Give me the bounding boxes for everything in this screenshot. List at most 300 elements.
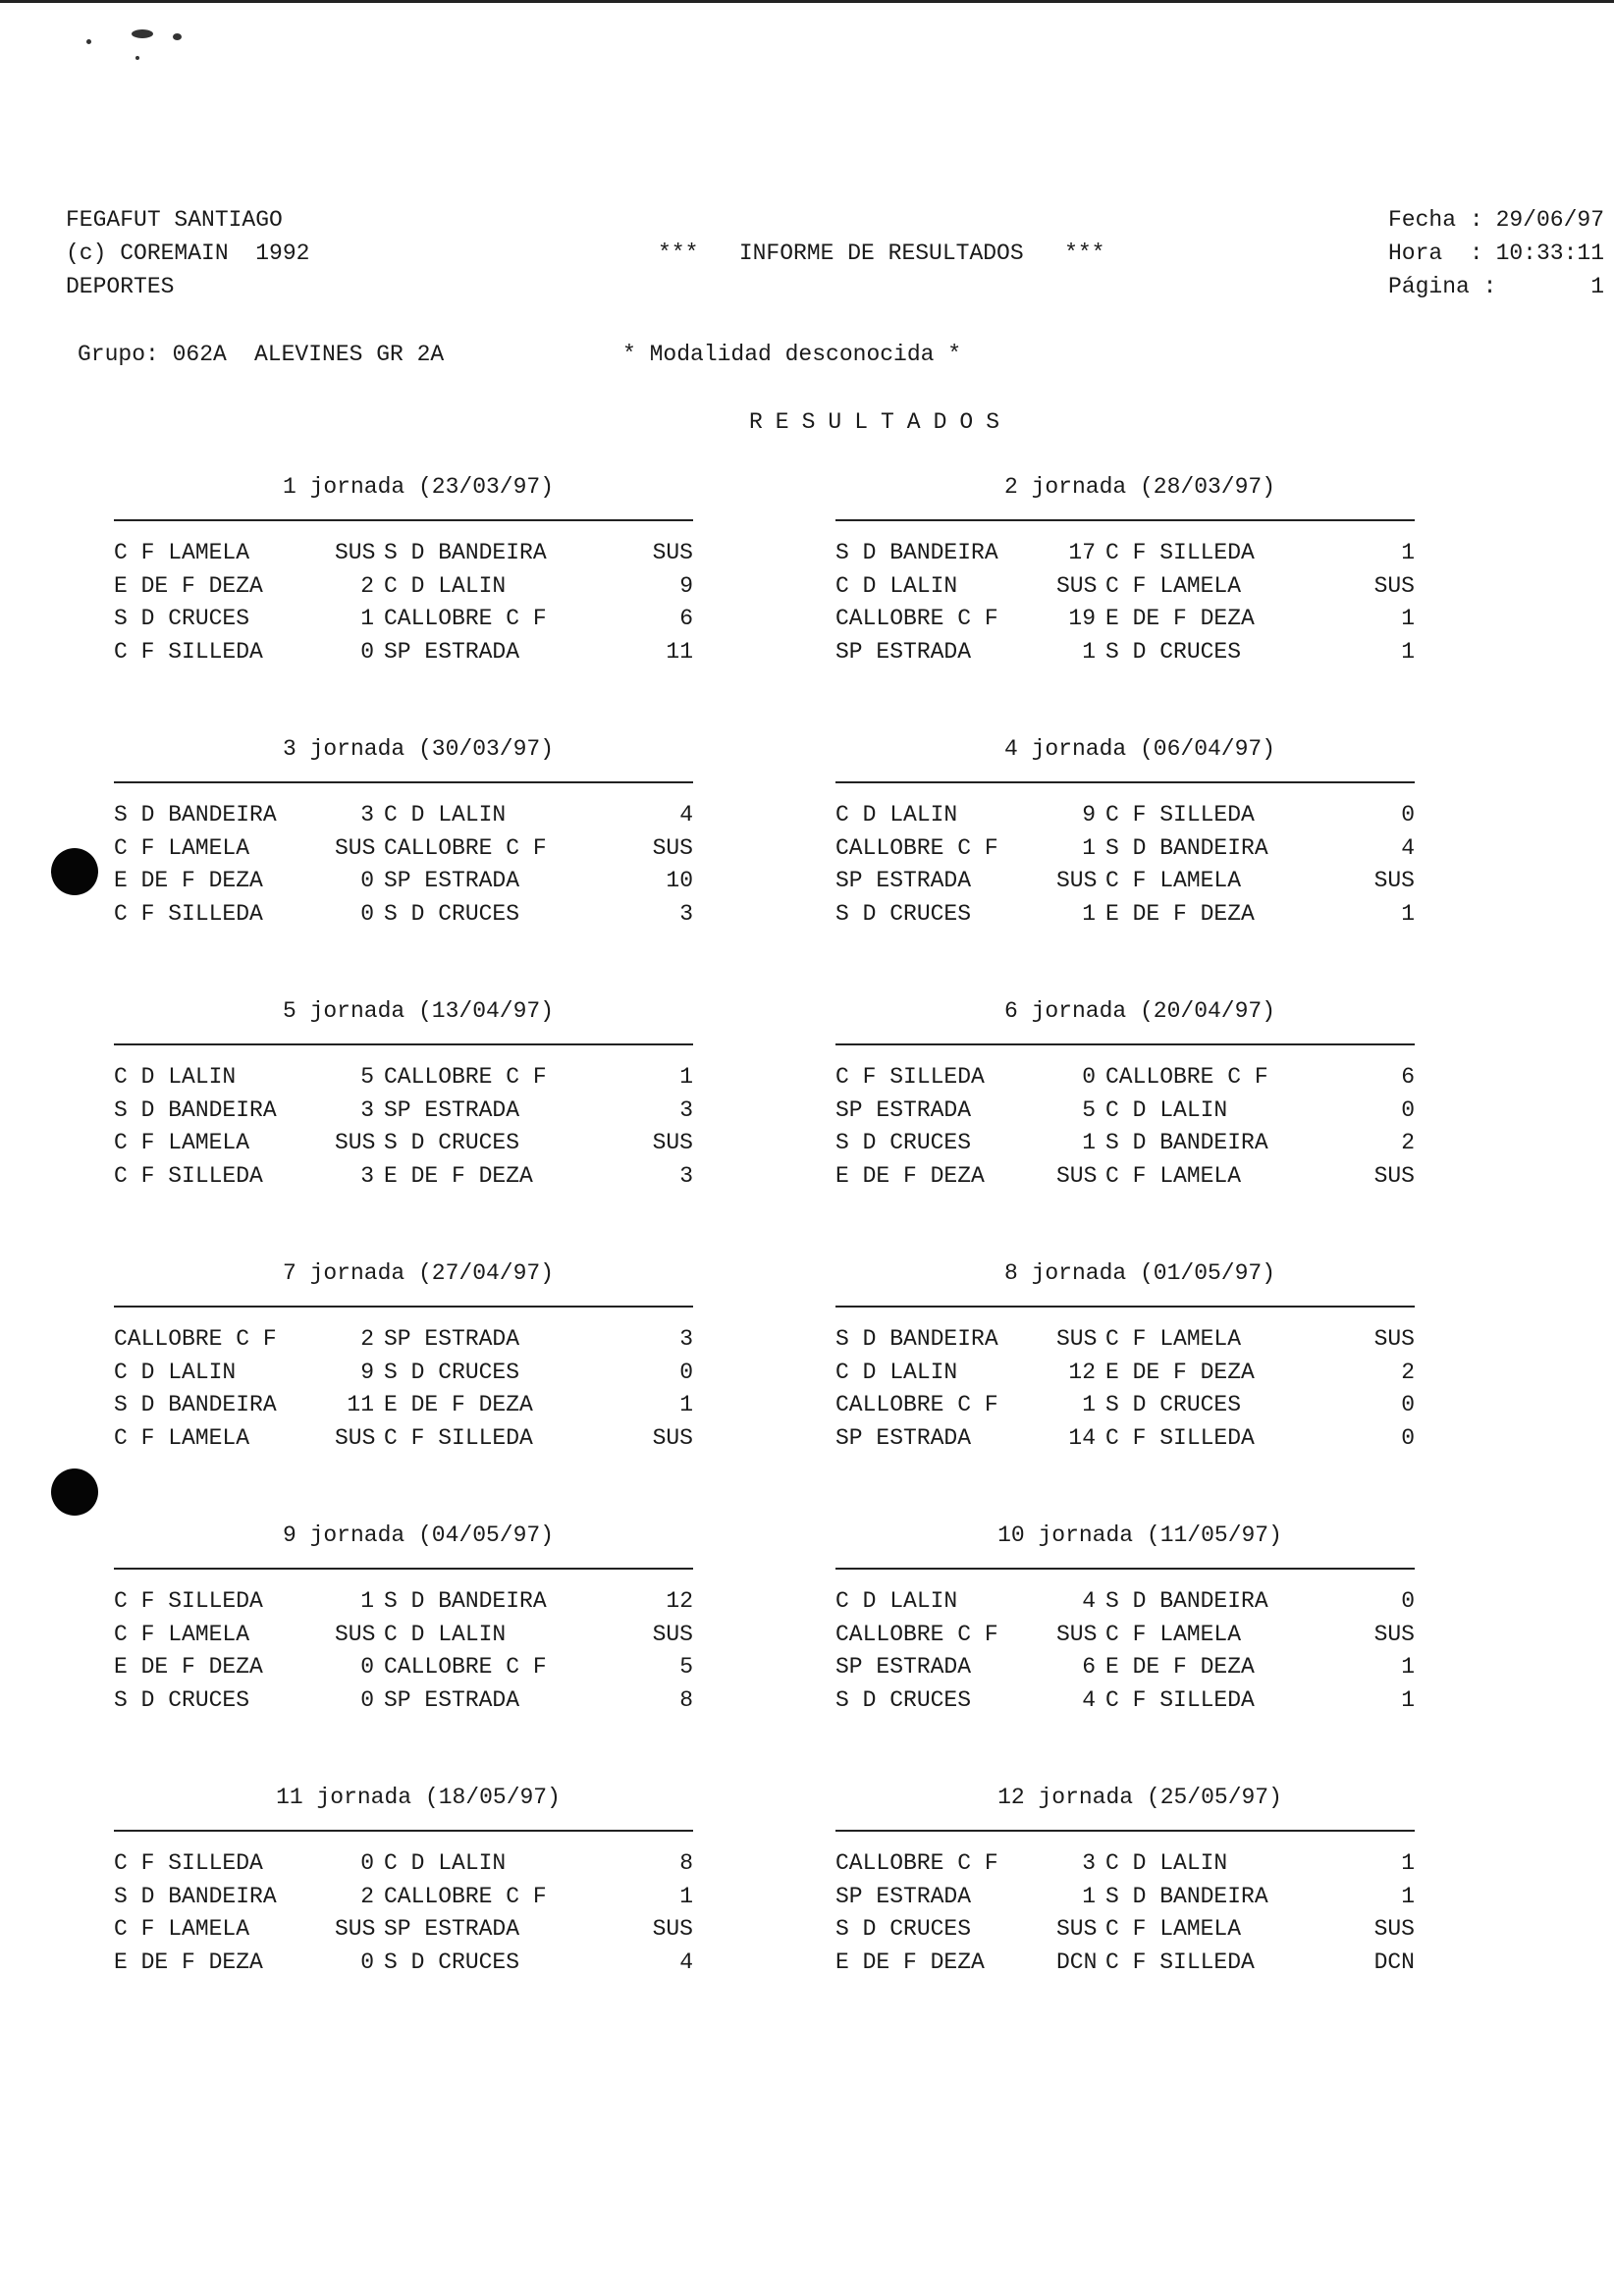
home-score: SUS xyxy=(1056,1621,1098,1647)
home-team: SP ESTRADA xyxy=(835,1096,972,1123)
away-team: C D LALIN xyxy=(384,1621,507,1647)
away-score: 11 xyxy=(666,638,693,665)
results-title: RESULTADOS xyxy=(748,409,1013,435)
column-gap xyxy=(1096,1913,1105,1947)
jornada-rule xyxy=(835,781,1415,783)
away-score: 12 xyxy=(666,1588,693,1614)
match-row xyxy=(114,1847,693,1881)
match-row xyxy=(114,1160,693,1194)
column-gap xyxy=(374,832,384,866)
jornada-block xyxy=(835,1257,1415,1455)
away-team: C F SILLEDA xyxy=(1105,1424,1255,1451)
home-team: C D LALIN xyxy=(114,1064,237,1090)
home-team: CALLOBRE C F xyxy=(835,1392,998,1417)
match-row xyxy=(114,1323,693,1357)
hora-row xyxy=(1388,238,1604,271)
match-row xyxy=(835,898,1415,932)
home-team: S D BANDEIRA xyxy=(835,540,998,565)
away-team: C D LALIN xyxy=(1105,1850,1228,1876)
match-row xyxy=(114,865,693,898)
away-score: 1 xyxy=(1401,1883,1415,1909)
home-score: 0 xyxy=(360,900,374,927)
scan-speck xyxy=(173,33,182,40)
home-score: 1 xyxy=(360,606,374,631)
home-score: 1 xyxy=(1082,1130,1096,1155)
away-team: S D BANDEIRA xyxy=(384,540,547,565)
jornada-rule xyxy=(114,1830,693,1832)
column-gap xyxy=(374,1585,384,1619)
home-team: S D BANDEIRA xyxy=(114,1096,277,1123)
column-gap xyxy=(1096,636,1105,669)
pagina-value: 1 xyxy=(1590,274,1604,299)
column-gap xyxy=(374,1619,384,1652)
column-gap xyxy=(374,1422,384,1456)
home-team: C D LALIN xyxy=(114,1359,237,1385)
jornada-title: 1 jornada (23/03/97) xyxy=(282,474,555,500)
home-team: S D BANDEIRA xyxy=(114,1392,277,1417)
away-team: C F LAMELA xyxy=(1105,1621,1242,1647)
match-row xyxy=(114,1619,693,1652)
home-score: 3 xyxy=(1082,1850,1096,1876)
home-score: 1 xyxy=(360,1588,374,1614)
away-team: S D CRUCES xyxy=(384,1130,520,1155)
column-gap xyxy=(1096,1422,1105,1456)
match-row xyxy=(114,1684,693,1718)
match-row xyxy=(114,799,693,832)
away-team: S D BANDEIRA xyxy=(1105,1588,1268,1614)
hora-value: 10:33:11 xyxy=(1495,240,1604,266)
away-team: SP ESTRADA xyxy=(384,1916,520,1942)
home-team: C D LALIN xyxy=(835,1588,958,1614)
home-team: C D LALIN xyxy=(835,802,958,828)
away-score: 1 xyxy=(679,1392,693,1417)
away-team: S D CRUCES xyxy=(384,1359,520,1385)
home-score: 17 xyxy=(1068,540,1096,565)
away-score: SUS xyxy=(652,1621,693,1647)
department: DEPORTES xyxy=(66,274,175,299)
away-team: C F LAMELA xyxy=(1105,1916,1242,1942)
home-score: 12 xyxy=(1068,1359,1096,1385)
away-team: C F SILLEDA xyxy=(1105,802,1255,828)
header-right xyxy=(1388,204,1604,304)
away-team: E DE F DEZA xyxy=(1105,1359,1255,1385)
jornada-block xyxy=(835,1520,1415,1717)
match-row xyxy=(835,832,1415,866)
away-score: 8 xyxy=(679,1686,693,1713)
home-team: C F LAMELA xyxy=(114,1424,250,1451)
home-team: CALLOBRE C F xyxy=(114,1326,277,1352)
away-team: C D LALIN xyxy=(384,1850,507,1876)
away-team: SP ESTRADA xyxy=(384,638,520,665)
away-team: C F LAMELA xyxy=(1105,1162,1242,1189)
punch-hole xyxy=(51,1468,98,1516)
away-score: 1 xyxy=(1401,1850,1415,1876)
away-team: C D LALIN xyxy=(384,802,507,828)
column-gap xyxy=(374,537,384,570)
home-team: S D CRUCES xyxy=(835,1130,972,1155)
home-score: 19 xyxy=(1068,606,1096,631)
column-gap xyxy=(1096,1357,1105,1390)
match-row xyxy=(835,537,1415,570)
away-team: C F LAMELA xyxy=(1105,868,1242,893)
away-team: SP ESTRADA xyxy=(384,868,520,893)
pagina-row xyxy=(1388,271,1604,304)
home-team: S D CRUCES xyxy=(114,1686,250,1713)
match-row xyxy=(835,1323,1415,1357)
column-gap xyxy=(374,799,384,832)
home-team: E DE F DEZA xyxy=(114,1654,263,1680)
scan-top-edge xyxy=(0,0,1614,3)
home-score: 6 xyxy=(1082,1654,1096,1680)
hora-label: Hora : xyxy=(1388,240,1483,266)
column-gap xyxy=(1096,1947,1105,1980)
away-team: S D CRUCES xyxy=(1105,638,1242,665)
away-score: DCN xyxy=(1373,1949,1415,1975)
fecha-value: 29/06/97 xyxy=(1495,207,1604,233)
copyright: (c) COREMAIN 1992 xyxy=(66,240,310,266)
column-gap xyxy=(374,1847,384,1881)
home-team: C F SILLEDA xyxy=(114,638,263,665)
match-row xyxy=(835,1357,1415,1390)
jornada-block xyxy=(114,471,693,668)
away-score: 1 xyxy=(1401,540,1415,565)
jornada-title: 2 jornada (28/03/97) xyxy=(1003,474,1276,500)
jornada-rule xyxy=(114,1568,693,1570)
jornada-rule xyxy=(835,1568,1415,1570)
jornada-title: 10 jornada (11/05/97) xyxy=(997,1522,1282,1548)
away-team: C D LALIN xyxy=(1105,1096,1228,1123)
punch-hole xyxy=(51,848,98,895)
match-row xyxy=(835,1947,1415,1980)
home-score: 1 xyxy=(1082,1392,1096,1417)
away-team: S D CRUCES xyxy=(384,1949,520,1975)
home-score: 0 xyxy=(360,1949,374,1975)
away-score: 9 xyxy=(679,572,693,599)
home-score: 14 xyxy=(1068,1424,1096,1451)
jornada-title: 8 jornada (01/05/97) xyxy=(1003,1260,1276,1286)
match-row xyxy=(835,1095,1415,1128)
away-score: SUS xyxy=(652,540,693,565)
home-score: 1 xyxy=(1082,900,1096,927)
home-score: 5 xyxy=(360,1064,374,1090)
away-score: SUS xyxy=(1373,572,1415,599)
fecha-row xyxy=(1388,204,1604,238)
away-score: 6 xyxy=(1401,1064,1415,1090)
jornada-block xyxy=(835,1782,1415,1979)
jornada-rule xyxy=(835,1830,1415,1832)
away-score: SUS xyxy=(652,1130,693,1155)
column-gap xyxy=(374,865,384,898)
column-gap xyxy=(374,636,384,669)
home-score: 1 xyxy=(1082,638,1096,665)
away-score: 3 xyxy=(679,1326,693,1352)
column-gap xyxy=(1096,865,1105,898)
away-score: SUS xyxy=(652,1424,693,1451)
column-gap xyxy=(1096,1323,1105,1357)
column-gap xyxy=(1096,1061,1105,1095)
away-score: 3 xyxy=(679,900,693,927)
away-score: 0 xyxy=(1401,802,1415,828)
match-row xyxy=(114,1881,693,1914)
home-team: E DE F DEZA xyxy=(114,572,263,599)
home-score: 2 xyxy=(360,572,374,599)
jornada-block xyxy=(835,995,1415,1193)
match-row xyxy=(835,1389,1415,1422)
away-score: SUS xyxy=(1373,1621,1415,1647)
home-team: S D CRUCES xyxy=(835,1686,972,1713)
home-score: 4 xyxy=(1082,1686,1096,1713)
match-row xyxy=(835,570,1415,604)
column-gap xyxy=(374,1095,384,1128)
home-team: C F LAMELA xyxy=(114,1130,250,1155)
match-row xyxy=(835,1847,1415,1881)
away-score: 10 xyxy=(666,868,693,893)
match-row xyxy=(114,1947,693,1980)
away-score: 0 xyxy=(1401,1096,1415,1123)
away-score: 1 xyxy=(679,1883,693,1909)
home-team: S D CRUCES xyxy=(114,606,250,631)
jornada-block xyxy=(114,733,693,931)
column-gap xyxy=(374,1323,384,1357)
column-gap xyxy=(374,1651,384,1684)
column-gap xyxy=(1096,1389,1105,1422)
away-score: 1 xyxy=(1401,638,1415,665)
column-gap xyxy=(1096,1684,1105,1718)
match-row xyxy=(835,1160,1415,1194)
scan-speck xyxy=(135,56,139,60)
away-score: 4 xyxy=(679,802,693,828)
home-score: 3 xyxy=(360,802,374,828)
column-gap xyxy=(374,1127,384,1160)
report-title: *** INFORME DE RESULTADOS *** xyxy=(658,240,1105,266)
away-score: SUS xyxy=(1373,1916,1415,1942)
match-row xyxy=(835,1913,1415,1947)
column-gap xyxy=(1096,1651,1105,1684)
away-score: 3 xyxy=(679,1096,693,1123)
jornada-block xyxy=(114,1520,693,1717)
away-team: C F SILLEDA xyxy=(1105,1686,1255,1713)
match-row xyxy=(835,1422,1415,1456)
away-score: 0 xyxy=(1401,1588,1415,1614)
org-name: FEGAFUT SANTIAGO xyxy=(66,207,283,233)
home-score: SUS xyxy=(1056,572,1098,599)
jornada-rule xyxy=(835,519,1415,521)
group-code: Grupo: 062A xyxy=(78,342,227,367)
scan-speck xyxy=(132,29,153,38)
group-name: ALEVINES GR 2A xyxy=(254,342,445,367)
header-left xyxy=(66,204,309,304)
column-gap xyxy=(374,1357,384,1390)
away-team: C D LALIN xyxy=(384,572,507,599)
jornada-title: 12 jornada (25/05/97) xyxy=(997,1785,1282,1810)
jornada-rule xyxy=(114,1043,693,1045)
jornada-title: 11 jornada (18/05/97) xyxy=(276,1785,561,1810)
match-row xyxy=(835,865,1415,898)
match-row xyxy=(835,1619,1415,1652)
away-team: CALLOBRE C F xyxy=(384,834,547,861)
column-gap xyxy=(374,603,384,636)
away-team: SP ESTRADA xyxy=(384,1686,520,1713)
home-score: SUS xyxy=(335,540,376,565)
away-team: CALLOBRE C F xyxy=(1105,1064,1268,1090)
away-team: S D CRUCES xyxy=(1105,1392,1242,1417)
away-score: 6 xyxy=(679,606,693,631)
column-gap xyxy=(1096,898,1105,932)
column-gap xyxy=(374,1389,384,1422)
column-gap xyxy=(374,1913,384,1947)
column-gap xyxy=(1096,1881,1105,1914)
away-team: CALLOBRE C F xyxy=(384,606,547,631)
jornada-rule xyxy=(114,519,693,521)
home-team: C D LALIN xyxy=(835,572,958,599)
home-team: C F LAMELA xyxy=(114,540,250,565)
away-score: 4 xyxy=(679,1949,693,1975)
match-row xyxy=(114,1422,693,1456)
match-row xyxy=(114,1389,693,1422)
home-team: C F SILLEDA xyxy=(114,1588,263,1614)
home-team: E DE F DEZA xyxy=(835,1949,985,1975)
home-team: C D LALIN xyxy=(835,1359,958,1385)
jornada-rule xyxy=(835,1306,1415,1308)
home-team: SP ESTRADA xyxy=(835,1654,972,1680)
match-row xyxy=(835,636,1415,669)
home-team: S D BANDEIRA xyxy=(835,1326,998,1352)
away-team: E DE F DEZA xyxy=(384,1392,533,1417)
home-score: 9 xyxy=(1082,802,1096,828)
away-score: 1 xyxy=(1401,606,1415,631)
home-score: 2 xyxy=(360,1326,374,1352)
away-team: E DE F DEZA xyxy=(1105,1654,1255,1680)
home-score: 1 xyxy=(1082,834,1096,861)
home-score: SUS xyxy=(1056,868,1098,893)
away-score: 3 xyxy=(679,1162,693,1189)
group-modality: * Modalidad desconocida * xyxy=(622,342,962,367)
away-score: 4 xyxy=(1401,834,1415,861)
match-row xyxy=(114,1127,693,1160)
away-team: CALLOBRE C F xyxy=(384,1654,547,1680)
match-row xyxy=(114,1095,693,1128)
away-score: 1 xyxy=(1401,1686,1415,1713)
fecha-label: Fecha : xyxy=(1388,207,1483,233)
match-row xyxy=(835,603,1415,636)
away-score: 0 xyxy=(679,1359,693,1385)
home-score: 3 xyxy=(360,1096,374,1123)
jornada-title: 6 jornada (20/04/97) xyxy=(1003,998,1276,1024)
home-score: 0 xyxy=(360,1686,374,1713)
home-team: S D BANDEIRA xyxy=(114,1883,277,1909)
home-score: SUS xyxy=(335,1130,376,1155)
away-score: SUS xyxy=(1373,1162,1415,1189)
away-team: C F LAMELA xyxy=(1105,1326,1242,1352)
away-team: S D BANDEIRA xyxy=(384,1588,547,1614)
jornada-block xyxy=(114,1782,693,1979)
home-score: 1 xyxy=(1082,1883,1096,1909)
jornada-rule xyxy=(835,1043,1415,1045)
home-team: C F LAMELA xyxy=(114,834,250,861)
home-team: E DE F DEZA xyxy=(114,1949,263,1975)
home-score: 0 xyxy=(360,638,374,665)
away-score: 2 xyxy=(1401,1130,1415,1155)
home-team: C F LAMELA xyxy=(114,1916,250,1942)
away-score: SUS xyxy=(652,834,693,861)
column-gap xyxy=(374,1684,384,1718)
column-gap xyxy=(1096,832,1105,866)
home-team: C F SILLEDA xyxy=(835,1064,985,1090)
home-score: 2 xyxy=(360,1883,374,1909)
away-team: S D BANDEIRA xyxy=(1105,834,1268,861)
home-score: 0 xyxy=(360,1654,374,1680)
column-gap xyxy=(1096,1619,1105,1652)
match-row xyxy=(114,1585,693,1619)
away-team: S D BANDEIRA xyxy=(1105,1130,1268,1155)
home-team: CALLOBRE C F xyxy=(835,834,998,861)
home-team: S D CRUCES xyxy=(835,900,972,927)
home-score: SUS xyxy=(1056,1162,1098,1189)
column-gap xyxy=(1096,1847,1105,1881)
match-row xyxy=(835,799,1415,832)
jornada-block xyxy=(114,995,693,1193)
away-team: C F SILLEDA xyxy=(1105,1949,1255,1975)
home-team: C F SILLEDA xyxy=(114,900,263,927)
away-score: SUS xyxy=(1373,1326,1415,1352)
home-score: 0 xyxy=(360,868,374,893)
jornada-rule xyxy=(114,781,693,783)
match-row xyxy=(114,603,693,636)
column-gap xyxy=(1096,799,1105,832)
home-score: 3 xyxy=(360,1162,374,1189)
home-team: C F LAMELA xyxy=(114,1621,250,1647)
match-row xyxy=(114,570,693,604)
away-team: E DE F DEZA xyxy=(1105,606,1255,631)
match-row xyxy=(114,1651,693,1684)
away-team: E DE F DEZA xyxy=(384,1162,533,1189)
home-team: SP ESTRADA xyxy=(835,638,972,665)
home-team: SP ESTRADA xyxy=(835,1883,972,1909)
jornada-title: 3 jornada (30/03/97) xyxy=(282,736,555,762)
match-row xyxy=(114,1357,693,1390)
away-team: C F SILLEDA xyxy=(1105,540,1255,565)
jornada-title: 9 jornada (04/05/97) xyxy=(282,1522,555,1548)
home-team: S D CRUCES xyxy=(835,1916,972,1942)
match-row xyxy=(835,1881,1415,1914)
column-gap xyxy=(374,1947,384,1980)
home-team: SP ESTRADA xyxy=(835,868,972,893)
column-gap xyxy=(374,570,384,604)
column-gap xyxy=(374,1061,384,1095)
jornada-title: 5 jornada (13/04/97) xyxy=(282,998,555,1024)
home-score: SUS xyxy=(335,1621,376,1647)
home-score: SUS xyxy=(1056,1916,1098,1942)
column-gap xyxy=(1096,570,1105,604)
home-score: SUS xyxy=(335,834,376,861)
column-gap xyxy=(1096,537,1105,570)
column-gap xyxy=(1096,1585,1105,1619)
home-score: 0 xyxy=(360,1850,374,1876)
home-team: CALLOBRE C F xyxy=(835,1850,998,1876)
jornada-title: 4 jornada (06/04/97) xyxy=(1003,736,1276,762)
away-score: 2 xyxy=(1401,1359,1415,1385)
away-score: 1 xyxy=(1401,900,1415,927)
column-gap xyxy=(374,898,384,932)
jornada-block xyxy=(835,733,1415,931)
home-team: CALLOBRE C F xyxy=(835,1621,998,1647)
home-score: DCN xyxy=(1056,1949,1098,1975)
match-row xyxy=(114,636,693,669)
home-team: S D BANDEIRA xyxy=(114,802,277,828)
match-row xyxy=(114,537,693,570)
home-score: SUS xyxy=(335,1916,376,1942)
away-team: E DE F DEZA xyxy=(1105,900,1255,927)
